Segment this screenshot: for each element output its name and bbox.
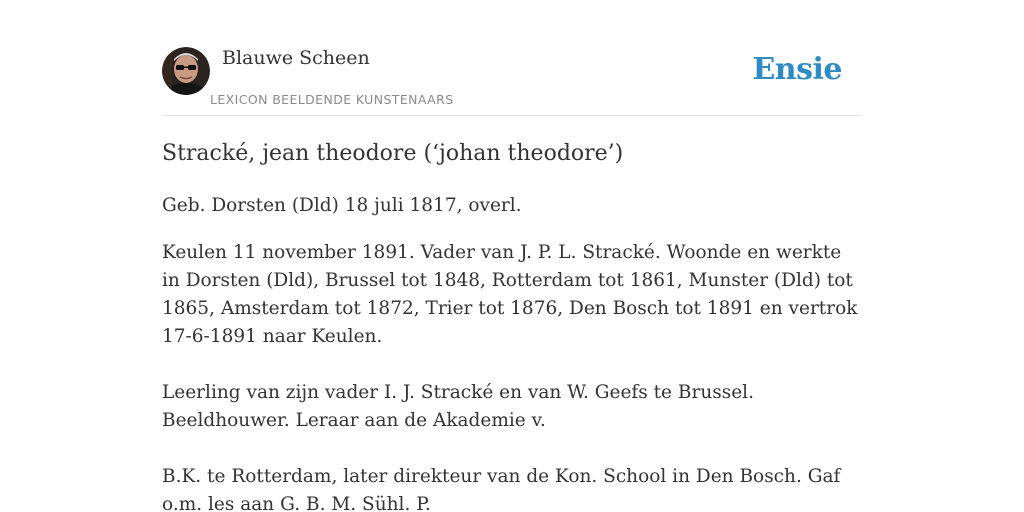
- article-paragraph: Leerling van zijn vader I. J. Stracké en van W. Geefs te Brussel. Beeldhouwer. Leraar aan de Akademie v.: [162, 382, 754, 431]
- article-paragraph: Geb. Dorsten (Dld) 18 juli 1817, overl.: [162, 195, 522, 216]
- article-paragraph: Keulen 11 november 1891. Vader van J. P. L. Stracké. Woonde en werkte in Dorsten (Dld), Brussel tot 1848, Rotterdam tot 1861, Munster (Dld) tot 1865, Amsterdam tot 1872, Trier tot 1876, Den Bosch tot 1891 en vertrok 17-6-1891 naar Keulen.: [162, 242, 858, 347]
- article-container: [162, 0, 862, 512]
- publication-name[interactable]: LEXICON BEELDENDE KUNSTENAARS: [210, 92, 454, 107]
- ensie-logo[interactable]: Ensie: [752, 52, 842, 87]
- author-name[interactable]: Blauwe Scheen: [222, 47, 370, 69]
- avatar-photo: [162, 47, 210, 95]
- article-paragraph: B.K. te Rotterdam, later direkteur van de Kon. School in Den Bosch. Gaf o.m. les aan G. B. M. Sühl. P.: [162, 466, 841, 512]
- article-header: [162, 0, 862, 116]
- article-title: Stracké, jean theodore (‘johan theodore’): [162, 141, 624, 166]
- author-avatar[interactable]: [162, 47, 210, 95]
